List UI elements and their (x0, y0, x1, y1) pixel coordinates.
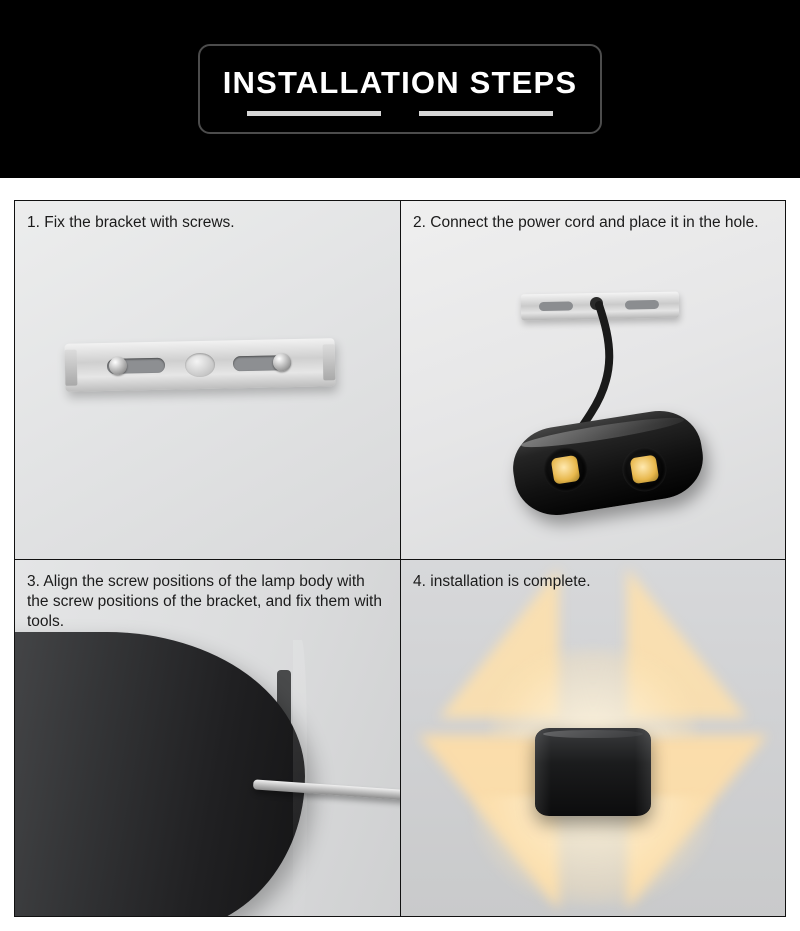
step-card-3 (14, 559, 400, 918)
step-4-number: 4. (413, 572, 426, 590)
led-module-right (619, 444, 669, 494)
banner-rules (247, 111, 553, 116)
bracket-illustration (65, 338, 336, 392)
step-card-1 (14, 200, 400, 559)
led-chip-left (551, 455, 581, 485)
banner-rule-right (419, 111, 553, 116)
step-2-text: Connect the power cord and place it in the hole. (430, 214, 759, 231)
glow-hotspot-top (488, 646, 698, 738)
step-4-text: installation is complete. (430, 572, 591, 590)
step-4-caption (401, 572, 785, 592)
lamp-shell-illustration (14, 632, 305, 918)
step-1-text: Fix the bracket with screws. (44, 214, 235, 231)
step-card-4 (400, 559, 786, 918)
step-1-photo (15, 201, 400, 559)
lamp-edge-right (635, 728, 651, 816)
step-1-caption (15, 213, 400, 233)
lamp-edge-left (535, 728, 551, 816)
step-4-photo (401, 560, 785, 917)
step-3-caption (15, 572, 400, 632)
led-module-left (540, 445, 590, 495)
led-chip-right (630, 455, 660, 485)
step-3-number: 3. (27, 572, 40, 590)
header-banner (0, 0, 800, 178)
step-2-number: 2. (413, 214, 426, 231)
step-2-caption (401, 213, 785, 233)
banner-frame (198, 44, 602, 134)
bracket-center-hole (185, 353, 215, 378)
step-card-2 (400, 200, 786, 559)
screw-head-right (273, 353, 291, 371)
steps-grid (0, 178, 800, 931)
step-2-photo (401, 201, 785, 559)
lamp-body-illustration (507, 405, 708, 522)
installed-lamp-illustration (535, 728, 651, 816)
banner-rule-left (247, 111, 381, 116)
step-3-text: Align the screw positions of the lamp body with the screw positions of the bracket, and fix them with tools. (27, 572, 382, 630)
step-1-number: 1. (27, 214, 40, 231)
page-title: INSTALLATION STEPS (222, 64, 578, 100)
